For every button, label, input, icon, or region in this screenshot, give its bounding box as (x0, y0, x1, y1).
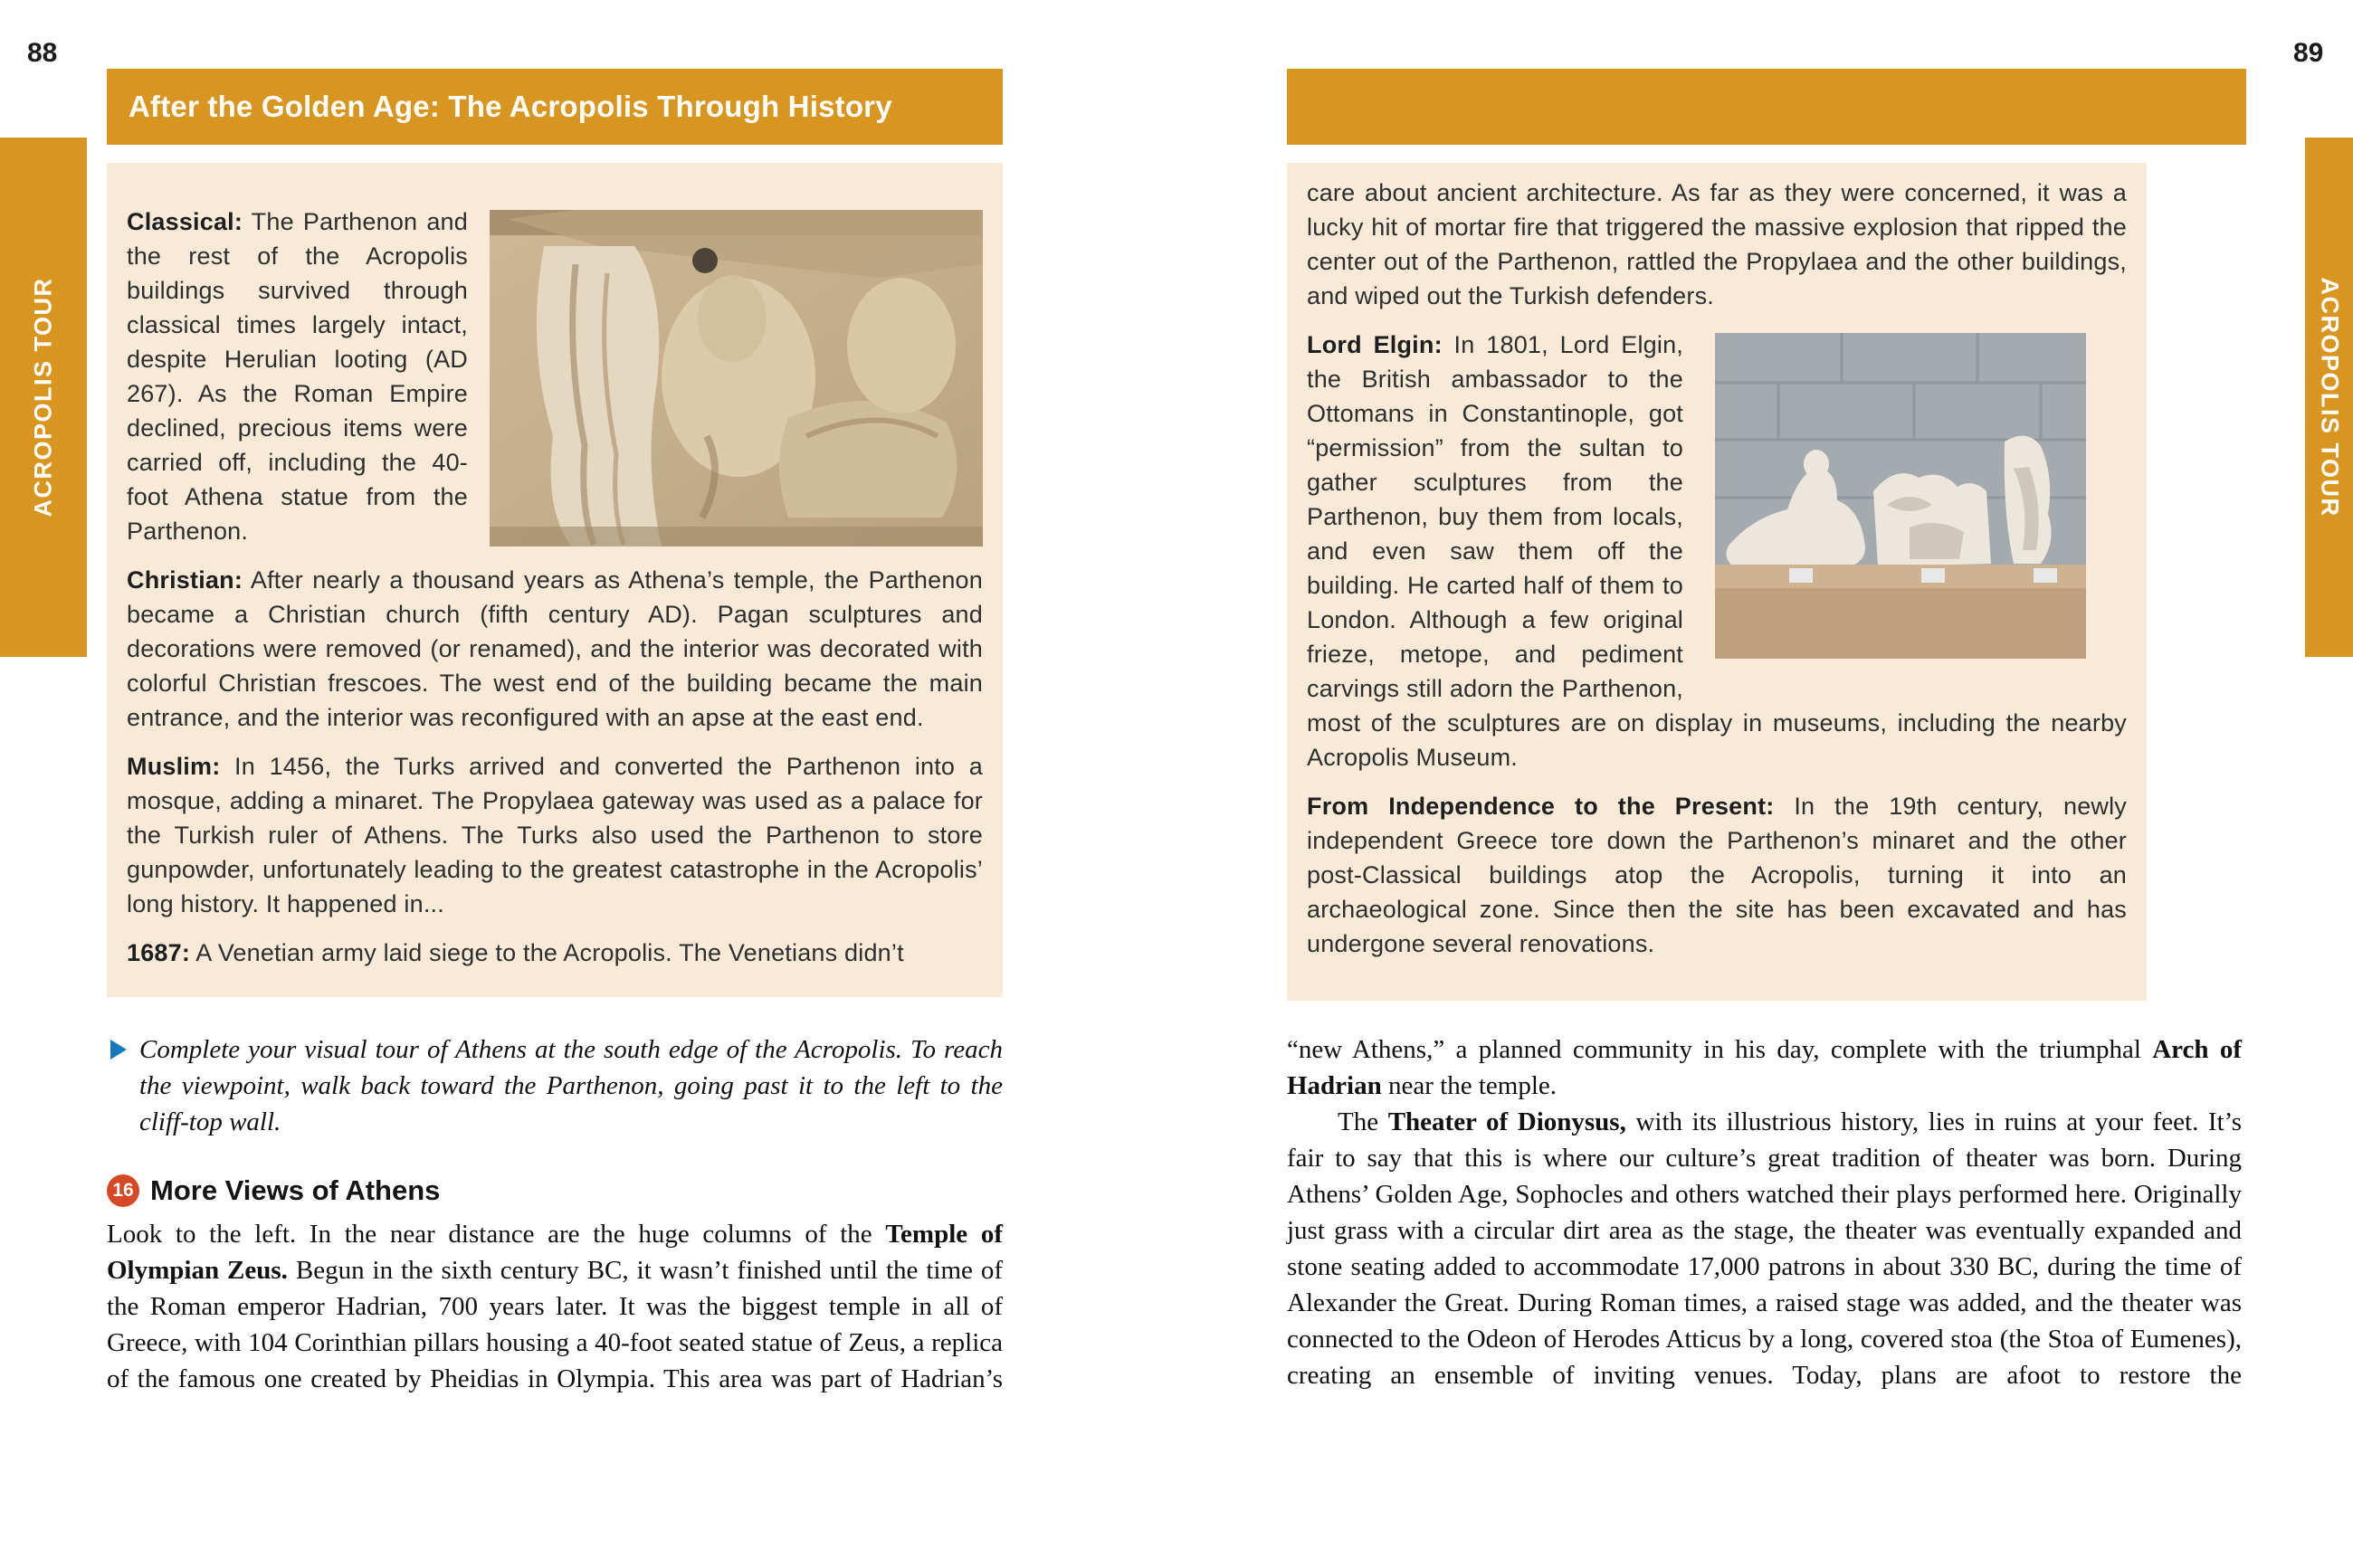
paragraph-lead: Christian: (127, 566, 243, 594)
history-sidebar-header-continued (1287, 69, 2246, 145)
body-paragraph: Look to the left. In the near distance are the huge columns of the Temple of Olympian Zeus. Begun in the sixth century BC, it wasn’t finished until the time of the Roman emperor Hadrian, 700 years later. It was the biggest temple in all of Greece, with 104 Corinthian pillars housing a 40-foot seated statue of Zeus, a replica of the famous one created by Pheidias in Olympia. This area was part of Hadrian’s (107, 1220, 1003, 1393)
metope-relief-illustration (490, 210, 983, 546)
paragraph-lead: Classical: (127, 208, 243, 235)
history-paragraph-independence: From Independence to the Present: In the 19th century, newly independent Greece tore down the Parthenon’s minaret and the other post-Classical buildings atop the Acropolis, turning it into an archaeological zone. Since then the site has been excavated and has undergone several renovations. (1307, 793, 2128, 957)
page-number-left: 88 (27, 38, 58, 68)
body-paragraph: “new Athens,” a planned community in his day, complete with the triumphal Arch of Hadrian near the temple. (1287, 1035, 2242, 1100)
page-number-right: 89 (2293, 38, 2324, 68)
stop-number-badge: 16 (107, 1174, 139, 1207)
paragraph-lead: Lord Elgin: (1307, 331, 1443, 358)
walking-tip (107, 1031, 1003, 1140)
parthenon-metope-photo (490, 210, 983, 546)
history-paragraph-classical: Classical: The Parthenon and the rest of the Acropolis buildings survived through classical times largely intact, despite Herulian looting (AD 267). As the Roman Empire declined, precious items were carried off, including the 40-foot Athena statue from the Parthenon. (127, 208, 468, 545)
history-paragraph-continued: care about ancient architecture. As far as they were concerned, it was a lucky hit of mortar fire that triggered the massive explosion that ripped the center out of the Parthenon, rattled the Propylaea and the other buildings, and wiped out the Turkish defenders. (1307, 179, 2127, 309)
history-paragraph-muslim: Muslim: In 1456, the Turks arrived and converted the Parthenon into a mosque, adding a minaret. The Propylaea gateway was used as a palace for the Turkish ruler of Athens. The Turks also used the Parthenon to store gunpowder, unfortunately leading to the greatest catastrophe in the Acropolis’ long history. It happened in... (127, 753, 983, 917)
tip-arrow-icon (110, 1040, 127, 1060)
section-title: More Views of Athens (150, 1174, 441, 1206)
paragraph-lead: 1687: (127, 939, 191, 966)
elgin-marbles-illustration (1715, 333, 2086, 659)
history-paragraph-1687: 1687: A Venetian army laid siege to the Acropolis. The Venetians didn’t (127, 939, 904, 966)
history-paragraph-lord-elgin: Lord Elgin: In 1801, Lord Elgin, the British ambassador to the Ottomans in Constantinople, got “permission” from the sultan to gather sculptures from the Parthenon, buy them from locals, and even saw them off the building. He carted half of them to London. Although a few original frieze, metope, and pediment carvings still adorn the Parthenon, most of the sculptures are on display in museums, including the nearby Acropolis Museum. (1307, 331, 2127, 771)
sidebar-title: After the Golden Age: The Acropolis Through History (129, 89, 892, 123)
paragraph-lead: From Independence to the Present: (1307, 793, 1775, 820)
history-box-left (107, 163, 1003, 997)
right-page-body (1287, 1031, 2242, 1393)
elgin-marbles-photo (1715, 333, 2086, 659)
tab-label: ACROPOLIS TOUR (2316, 277, 2343, 518)
history-sidebar-header (107, 69, 1003, 145)
section-heading (107, 1174, 1003, 1207)
acropolis-tour-tab-right (2305, 138, 2353, 657)
tab-label: ACROPOLIS TOUR (29, 277, 57, 518)
acropolis-tour-tab-left (0, 138, 87, 657)
history-paragraph-christian: Christian: After nearly a thousand years as Athena’s temple, the Parthenon became a Christian church (fifth century AD). Pagan sculptures and decorations were removed (or renamed), and the interior was decorated with colorful Christian frescoes. The west end of the building became the main entrance, and the interior was reconfigured with an apse at the east end. (127, 566, 983, 731)
tip-text: Complete your visual tour of Athens at the south edge of the Acropolis. To reach the viewpoint, walk back toward the Parthenon, going past it to the left to the cliff-top wall. (139, 1035, 1003, 1136)
history-box-right (1287, 163, 2147, 1001)
paragraph-lead: Muslim: (127, 753, 221, 780)
body-paragraph: The Theater of Dionysus, with its illustrious history, lies in ruins at your feet. It’s fair to say that this is where our culture’s great tradition of theater was born. During Athens’ Golden Age, Sophocles and others watched their plays performed here. Originally just grass with a circular dirt area as the stage, the theater was eventually expanded and stone seating added to accommodate 17,000 patrons in about 330 BC, during the time of Alexander the Great. During Roman times, a raised stage was added, and the theater was connected to the Odeon of Herodes Atticus by a long, covered stoa (the Stoa of Eumenes), creating an ensemble of inviting venues. Today, plans are afoot to restore the (1287, 1107, 2242, 1390)
left-page-body (107, 1031, 1003, 1397)
